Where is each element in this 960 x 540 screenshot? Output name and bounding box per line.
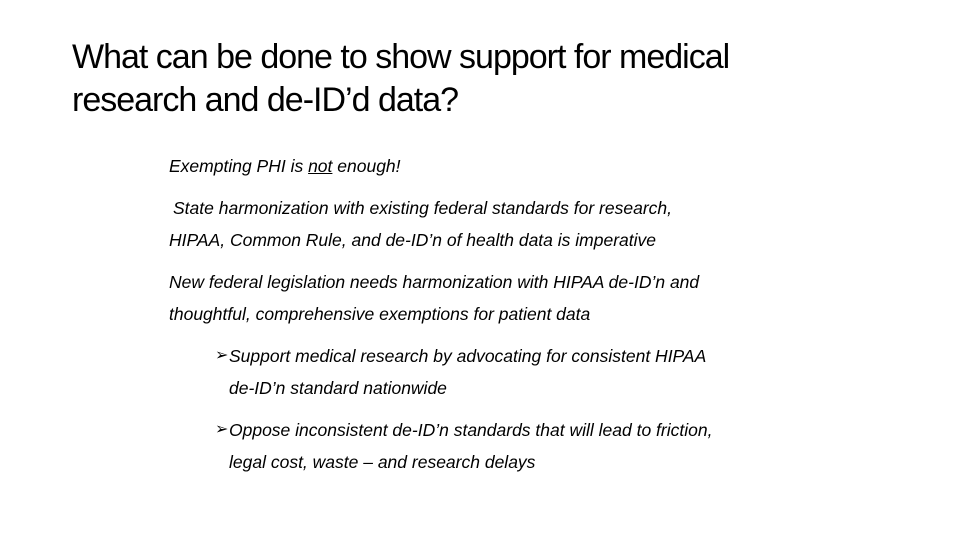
paragraph-federal-legislation xyxy=(169,266,889,330)
slide-title xyxy=(72,36,892,122)
bullet-line: Support medical research by advocating for consistent HIPAA xyxy=(229,346,707,366)
paragraph-line: thoughtful, comprehensive exemptions for patient data xyxy=(169,304,591,324)
bullet-item xyxy=(215,340,889,404)
paragraph-emphasis: not xyxy=(308,156,333,176)
bullet-line: Oppose inconsistent de-ID’n standards that will lead to friction, xyxy=(229,420,713,440)
paragraph-state-harmonization xyxy=(169,192,889,256)
paragraph-text-pre: Exempting PHI is xyxy=(169,156,309,176)
paragraph-exempting-phi xyxy=(169,150,889,182)
bullet-line: legal cost, waste – and research delays xyxy=(229,452,536,472)
paragraph-line: State harmonization with existing federal standards for research, xyxy=(173,198,673,218)
bullet-list xyxy=(169,340,889,478)
title-line-2: research and de-ID’d data? xyxy=(72,81,459,119)
bullet-line: de-ID’n standard nationwide xyxy=(229,378,447,398)
arrow-right-icon: ➢ xyxy=(215,347,229,364)
paragraph-text-post: enough! xyxy=(332,156,401,176)
title-line-1: What can be done to show support for medical xyxy=(72,38,730,76)
paragraph-line: New federal legislation needs harmonization with HIPAA de-ID’n and xyxy=(169,272,700,292)
slide-body xyxy=(169,150,889,488)
bullet-item xyxy=(215,414,889,478)
paragraph-line: HIPAA, Common Rule, and de-ID’n of health data is imperative xyxy=(169,230,656,250)
arrow-right-icon: ➢ xyxy=(215,421,229,438)
